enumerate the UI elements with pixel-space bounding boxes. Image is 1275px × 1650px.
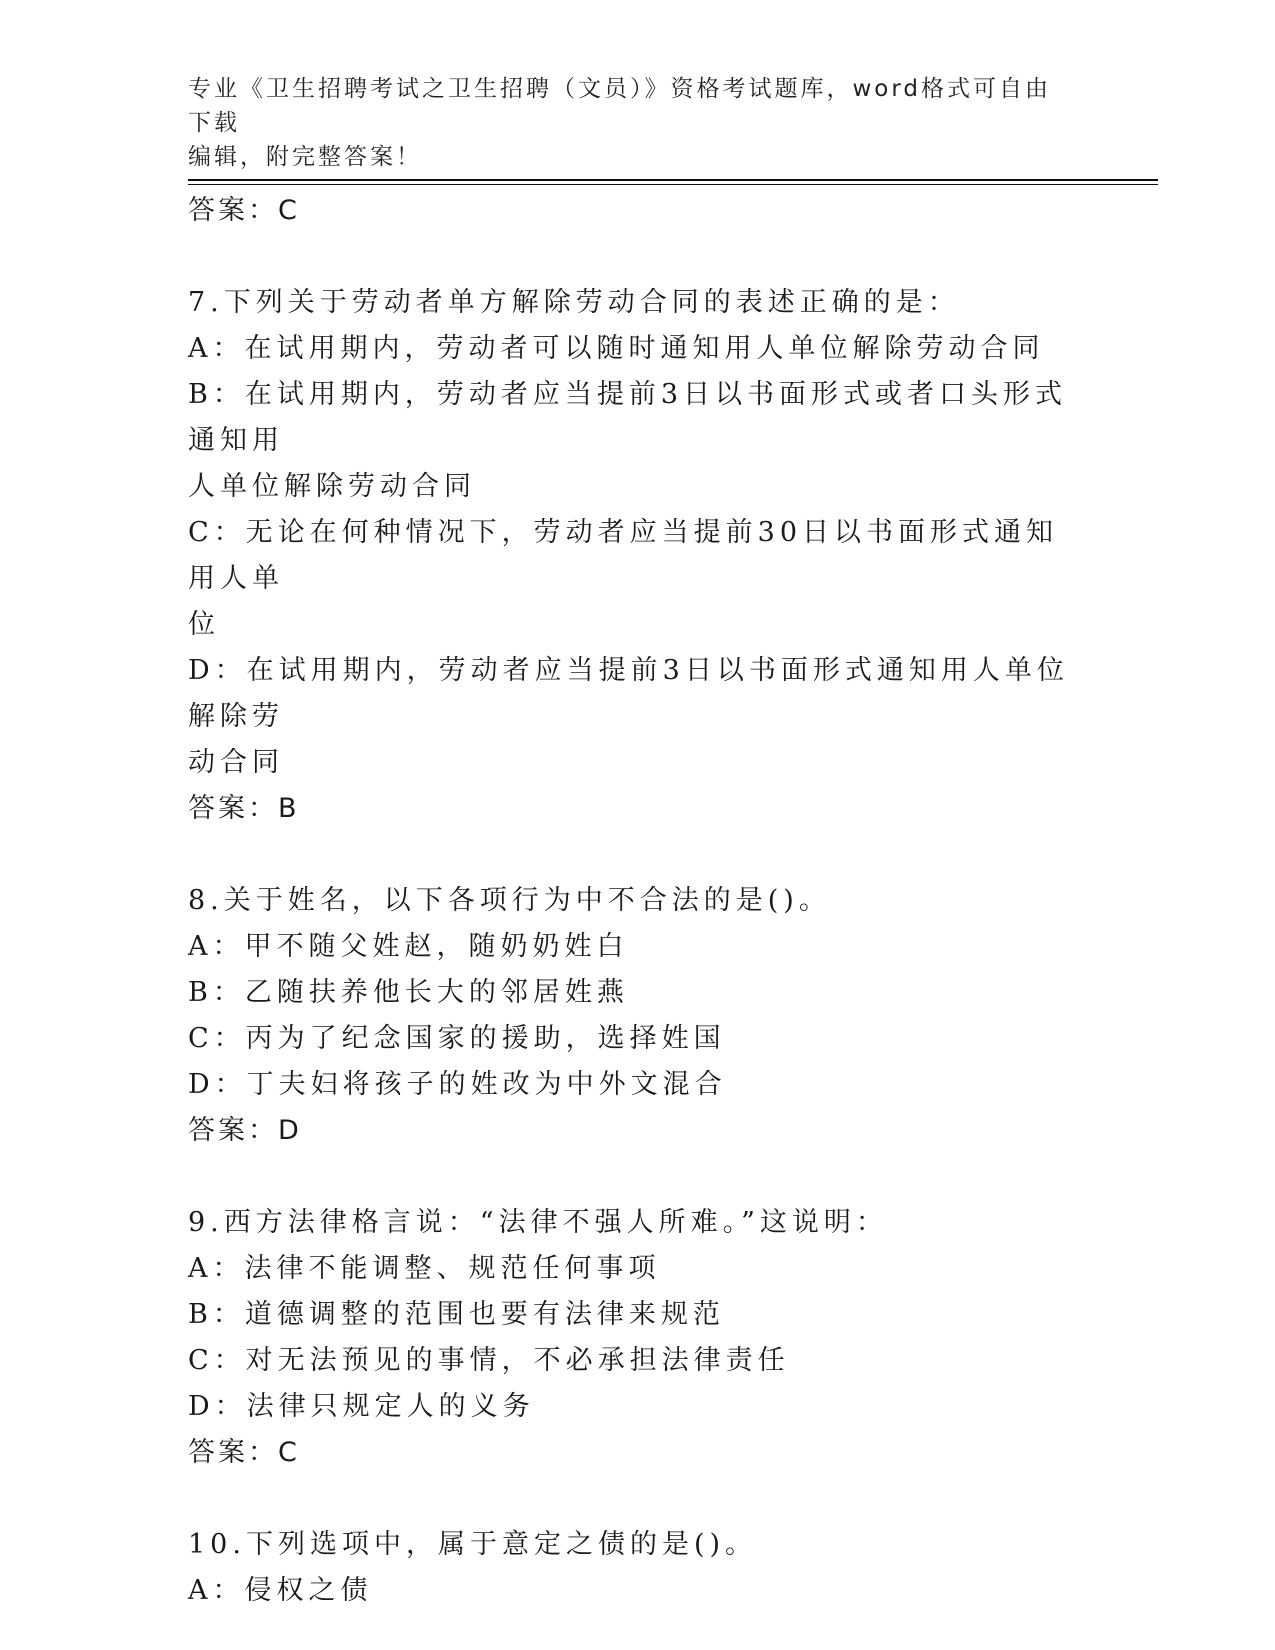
option-line: B：乙随扶养他长大的邻居姓燕 (188, 977, 629, 1008)
option-line: D：法律只规定人的义务 (188, 1391, 535, 1422)
header-line: 专业《卫生招聘考试之卫生招聘（文员）》资格考试题库，word格式可自由下载 (188, 76, 1052, 136)
question-list (188, 188, 1088, 1614)
document-header (188, 72, 1068, 174)
option-line: C：丙为了纪念国家的援助，选择姓国 (188, 1023, 726, 1054)
option-line: 动合同 (188, 747, 284, 778)
option-line: A：甲不随父姓赵，随奶奶姓白 (188, 931, 629, 962)
header-line: 编辑，附完整答案！ (188, 144, 422, 170)
option-line: A：法律不能调整、规范任何事项 (188, 1253, 661, 1284)
question-block (188, 878, 1088, 1154)
option-line: D：丁夫妇将孩子的姓改为中外文混合 (188, 1069, 727, 1100)
question-line: 9.西方法律格言说：“法律不强人所难。”这说明： (188, 1207, 888, 1238)
question-line: 8.关于姓名，以下各项行为中不合法的是()。 (188, 885, 831, 916)
answer-line: 答案：C (188, 1437, 300, 1468)
option-line: C：对无法预见的事情，不必承担法律责任 (188, 1345, 790, 1376)
option-line: A：在试用期内，劳动者可以随时通知用人单位解除劳动合同 (188, 333, 1045, 364)
option-line: 位 (188, 609, 220, 640)
option-line: B：在试用期内，劳动者应当提前3日以书面形式或者口头形式通知用 (188, 379, 1068, 456)
header-rule-thin (188, 184, 1158, 185)
option-line: D：在试用期内，劳动者应当提前3日以书面形式通知用人单位解除劳 (188, 655, 1069, 732)
question-block (188, 1522, 1088, 1614)
answer-line: 答案：D (188, 1115, 302, 1146)
option-line: A：侵权之债 (188, 1575, 373, 1606)
question-line: 10.下列选项中，属于意定之债的是()。 (188, 1529, 758, 1560)
question-block (188, 1200, 1088, 1476)
header-rule (188, 179, 1158, 181)
answer-line: 答案：B (188, 793, 300, 824)
question-block (188, 280, 1088, 832)
answer-line: 答案：C (188, 195, 300, 226)
question-line: 7.下列关于劳动者单方解除劳动合同的表述正确的是： (188, 287, 960, 318)
option-line: C：无论在何种情况下，劳动者应当提前30日以书面形式通知用人单 (188, 517, 1059, 594)
option-line: B：道德调整的范围也要有法律来规范 (188, 1299, 725, 1330)
option-line: 人单位解除劳动合同 (188, 471, 476, 502)
